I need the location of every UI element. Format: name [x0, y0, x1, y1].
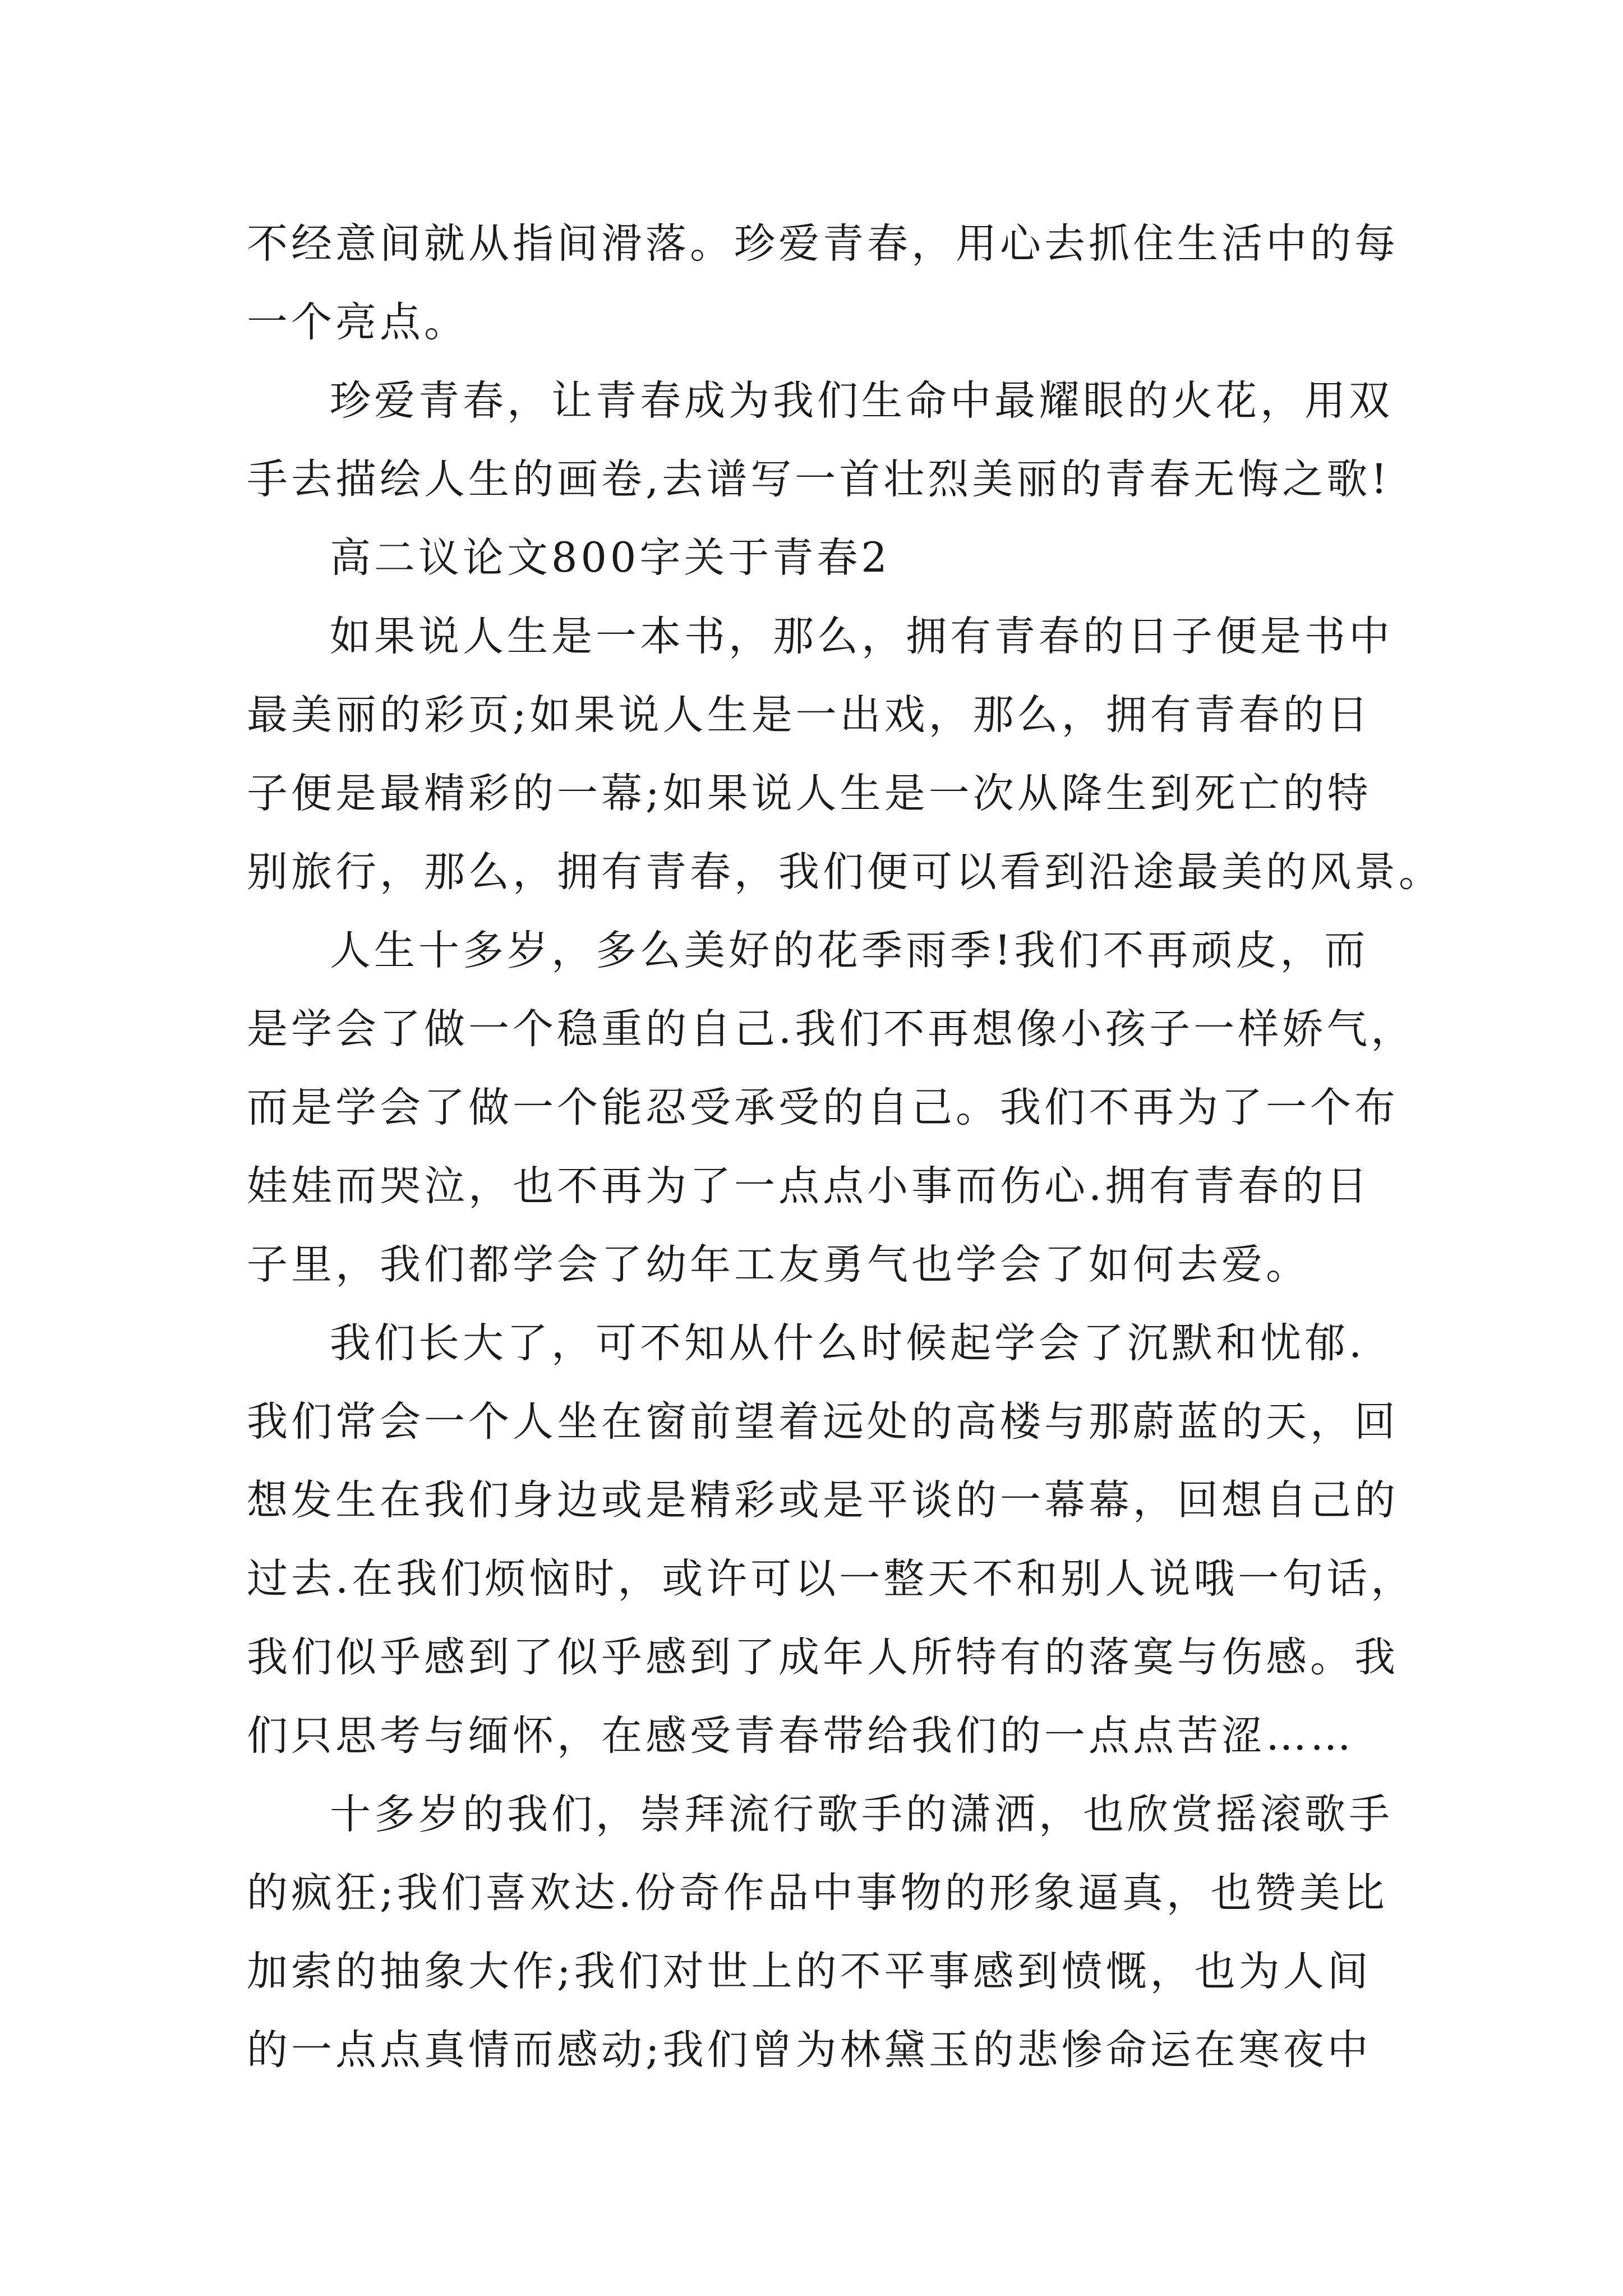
text-line: 我们常会一个人坐在窗前望着远处的高楼与那蔚蓝的天，回: [247, 1398, 1399, 1446]
text-line: 的一点点真情而感动;我们曾为林黛玉的悲惨命运在寒夜中: [247, 2026, 1372, 2074]
text-line: 子里，我们都学会了幼年工友勇气也学会了如何去爱。: [247, 1241, 1310, 1289]
text-line: 加索的抽象大作;我们对世上的不平事感到愤慨，也为人间: [247, 1948, 1372, 1995]
text-line: 别旅行，那么，拥有青春，我们便可以看到沿途最美的风景。: [247, 848, 1443, 896]
text-line: 人生十多岁，多么美好的花季雨季!我们不再顽皮，而: [330, 927, 1369, 974]
text-line: 如果说人生是一本书，那么，拥有青春的日子便是书中: [330, 613, 1393, 660]
text-line: 想发生在我们身边或是精彩或是平谈的一幕幕，回想自己的: [247, 1476, 1399, 1524]
text-line: 一个亮点。: [247, 298, 468, 346]
text-line: 我们长大了，可不知从什么时候起学会了沉默和忧郁.: [330, 1319, 1366, 1367]
section-heading: 高二议论文800字关于青春2: [330, 534, 891, 582]
text-line: 是学会了做一个稳重的自己.我们不再想像小孩子一样娇气，: [247, 1005, 1415, 1053]
body-text: [247, 205, 1443, 2090]
text-line: 我们似乎感到了似乎感到了成年人所特有的落寞与伤感。我: [247, 1634, 1399, 1681]
text-line: 最美丽的彩页;如果说人生是一出戏，那么，拥有青春的日: [247, 691, 1372, 739]
text-line: 而是学会了做一个能忍受承受的自己。我们不再为了一个布: [247, 1084, 1399, 1131]
text-line: 手去描绘人生的画卷,去谱写一首壮烈美丽的青春无悔之歌!: [247, 455, 1391, 503]
text-line: 娃娃而哭泣，也不再为了一点点小事而伤心.拥有青春的日: [247, 1162, 1371, 1210]
text-line: 们只思考与缅怀，在感受青春带给我们的一点点苦涩……: [247, 1712, 1354, 1760]
text-line: 子便是最精彩的一幕;如果说人生是一次从降生到死亡的特: [247, 770, 1372, 817]
text-line: 不经意间就从指间滑落。珍爱青春，用心去抓住生活中的每: [247, 220, 1399, 268]
text-line: 十多岁的我们，崇拜流行歌手的潇洒，也欣赏摇滚歌手: [330, 1791, 1393, 1838]
text-line: 珍爱青春，让青春成为我们生命中最耀眼的火花，用双: [330, 377, 1393, 425]
text-line: 的疯狂;我们喜欢达.份奇作品中事物的形象逼真，也赞美比: [247, 1869, 1388, 1917]
text-line: 过去.在我们烦恼时，或许可以一整天不和别人说哦一句话，: [247, 1555, 1415, 1603]
